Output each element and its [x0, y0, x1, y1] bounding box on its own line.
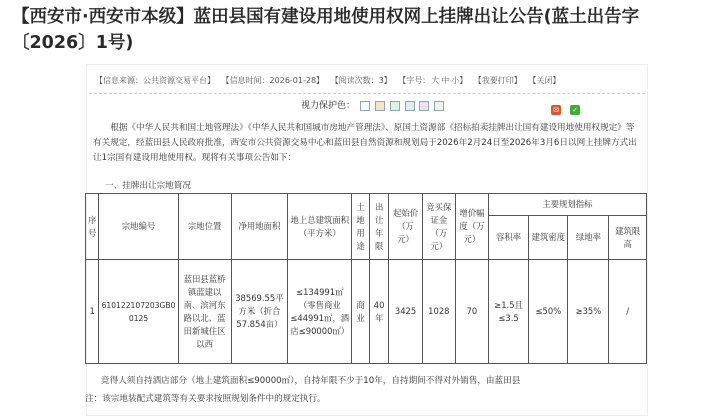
info-time: 【信息时间：2026-01-28】 [221, 76, 325, 85]
header-parcel: 宗地编号 [99, 194, 178, 260]
header-planning: 主要规划指标 [488, 194, 646, 216]
close-link[interactable]: 【关闭】 [528, 76, 561, 85]
eye-protection-label: 视力保护色： [301, 101, 356, 111]
page-title: 【西安市·西安市本级】蓝田县国有建设用地使用权网上挂牌出让公告(蓝土出告字〔2026〕1号) [12, 7, 640, 53]
header-start-price: 起始价（万元） [389, 194, 422, 260]
header-area: 净用地面积 [231, 194, 288, 260]
cell-years: 40年 [369, 260, 389, 364]
wechat-share-icon[interactable]: ✓ [570, 105, 580, 115]
cell-far: ≥1.5且≤3.5 [488, 260, 528, 364]
cell-building: ≤134991㎡（零售商业≤44991㎡，酒店≤90000㎡） [288, 260, 352, 364]
divider [89, 93, 645, 94]
info-views: 【阅读次数：3】 [330, 76, 392, 85]
header-height: 建筑限高 [609, 216, 647, 260]
cell-use: 商业 [352, 260, 370, 364]
color-swatch-green[interactable] [390, 101, 400, 111]
section-heading: 一、挂牌出让宗地简况 [105, 181, 191, 191]
header-no: 序号 [86, 194, 99, 260]
font-large-link[interactable]: 大 [431, 76, 440, 85]
cell-increment: 70 [455, 260, 488, 364]
header-increment: 增价幅度（万元） [455, 194, 488, 260]
color-swatch-purple[interactable] [419, 101, 429, 111]
announcement-page [86, 64, 648, 416]
header-building: 地上总建筑面积（平方米） [288, 194, 352, 260]
font-size-label: 【字号： [398, 76, 431, 85]
cell-start-price: 3425 [389, 260, 422, 364]
print-link[interactable]: 【我要打印】 [473, 76, 522, 85]
font-small-link[interactable]: 小】 [451, 76, 468, 85]
font-medium-link[interactable]: 中 [441, 76, 450, 85]
color-swatch-blue[interactable] [405, 101, 415, 111]
header-far: 容积率 [488, 216, 528, 260]
cell-green: ≥35% [568, 260, 609, 364]
cell-deposit: 1028 [422, 260, 455, 364]
info-source: 【信息来源：公共资源交易平台】 [95, 76, 215, 85]
cell-area: 38569.55平方米（折合57.854亩） [231, 260, 288, 364]
cell-parcel: 610122107203GB00125 [99, 260, 178, 364]
info-bar [95, 75, 639, 86]
cell-density: ≤50% [529, 260, 568, 364]
table-row [86, 260, 647, 364]
header-density: 建筑密度 [529, 216, 568, 260]
intro-paragraph: 根据《中华人民共和国土地管理法》《中华人民共和国城市房地产管理法》、原国土资源部《招标拍卖挂牌出让国有建设用地使用权规定》等有关规定，经蓝田县人民政府批准，西安市公共资源交易中心和蓝田县自然资源和规划局于2026年2月24日至2026年3月6日以网上挂牌方式出让1宗国有建设用地使用权。现将有关事项公告如下： [93, 123, 637, 163]
color-swatch-white[interactable] [360, 101, 370, 111]
eye-protection-bar [301, 98, 444, 111]
color-swatch-gray[interactable] [434, 101, 444, 111]
share-icons [547, 97, 580, 116]
footnote: 注：该宗地装配式建筑等有关要求按照规划条件中的规定执行。 [85, 394, 326, 404]
note-paragraph: 竞得人须自持酒店部分（地上建筑面积≤90000㎡），自持年限不少于10年，自持期间不得对外销售，由蓝田县 [101, 376, 521, 386]
cell-no: 1 [86, 260, 99, 364]
header-location: 宗地位置 [178, 194, 231, 260]
parcel-table [85, 193, 647, 364]
cell-height: / [609, 260, 647, 364]
cell-location: 蓝田县蓝桥镇蓝建以南、滨河东路以北、蓝田新城住区以西 [178, 260, 231, 364]
weibo-share-icon[interactable]: ✉ [551, 105, 561, 115]
header-years: 出让年限 [369, 194, 389, 260]
header-green: 绿地率 [568, 216, 609, 260]
header-deposit: 竞买保证金（万元） [422, 194, 455, 260]
color-swatch-beige[interactable] [375, 101, 385, 111]
header-use: 土地用途 [352, 194, 370, 260]
